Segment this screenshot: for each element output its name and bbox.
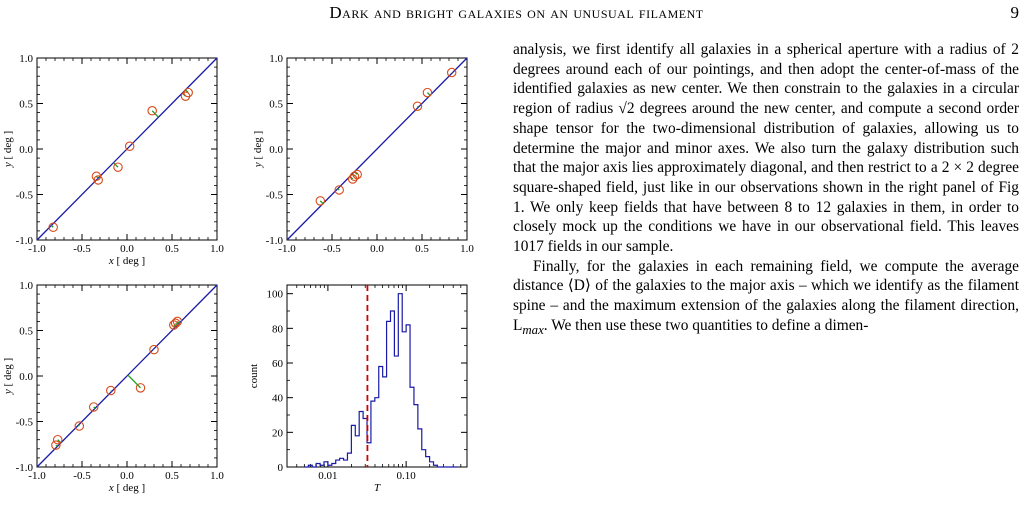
x-axis-label: x [ deg ] xyxy=(108,255,146,267)
y-tick-label: -0.5 xyxy=(15,416,33,429)
body-text xyxy=(513,40,1019,341)
x-tick-label: -1.0 xyxy=(28,243,46,255)
offset-segment xyxy=(56,445,57,446)
y-tick-label: 0 xyxy=(277,462,283,474)
y-tick-label: -1.0 xyxy=(15,235,33,247)
offset-segment xyxy=(320,201,323,204)
running-title: Dark and bright galaxies on an unusual filament xyxy=(329,3,704,22)
filament-spine-line xyxy=(287,58,467,240)
offset-segment xyxy=(128,375,141,388)
x-tick-label: 1.0 xyxy=(460,243,474,255)
figure-panels xyxy=(0,40,474,494)
x-tick-label: 0.0 xyxy=(370,243,384,255)
offset-segment xyxy=(111,391,112,392)
y-tick-label: 80 xyxy=(272,323,283,336)
y-axis-label: y [ deg ] xyxy=(2,130,14,168)
x-tick-label: -0.5 xyxy=(323,243,341,255)
y-axis-label: y [ deg ] xyxy=(252,130,264,168)
galaxy-marker xyxy=(423,88,431,96)
offset-segment xyxy=(418,106,419,107)
x-tick-label: 0.01 xyxy=(318,470,338,482)
paragraph-1: analysis, we first identify all galaxies in a spherical aperture with a radius of 2 degrees around each of our pointings, and then adopt the center-of-mass of the identified galaxies as new center. We then constrain to the galaxies in a circular region of radius √2 degrees around the new center, and compute a second order shape tensor for the two-dimensional distribution of galaxies, allowing us to determine the major and minor axes. We also turn the galaxy distribution such that the major axis lies approximately diagonal, and then restrict to a 2 × 2 degree square-shaped field, just like in our observations shown in the right panel of Fig 1. We only keep fields that have between 8 to 12 galaxies in them, in order to closely mock up the conditions we have in our observational field. This leaves 1017 fields in our sample. xyxy=(513,41,1019,256)
figure-svg xyxy=(0,40,474,494)
paragraph-2 xyxy=(513,257,1019,341)
page-header xyxy=(0,0,1033,24)
y-tick-label: -1.0 xyxy=(15,462,33,474)
x-axis-label: T xyxy=(373,482,381,494)
y-tick-label: 20 xyxy=(272,427,283,440)
filament-spine-line xyxy=(37,285,217,467)
paragraph-2-main: Finally, for the galaxies in each remaining field, we compute the average distance ⟨D⟩ of the galaxies to the major axis – which we identify as the filament spine – and the maximum extension of the galaxies along the filament direction, L xyxy=(513,257,1019,334)
y-tick-label: 0.0 xyxy=(19,144,33,156)
offset-segment xyxy=(51,225,53,227)
y-tick-label: 0.5 xyxy=(19,98,33,111)
x-tick-label: 1.0 xyxy=(210,470,224,482)
y-tick-label: -0.5 xyxy=(265,189,283,202)
histogram-frame xyxy=(287,285,467,467)
histogram-series xyxy=(304,294,457,467)
x-tick-label: 0.5 xyxy=(165,470,179,482)
y-tick-label: 40 xyxy=(272,392,283,405)
offset-segment xyxy=(427,93,430,96)
offset-segment xyxy=(78,425,79,426)
x-tick-label: 0.0 xyxy=(120,470,134,482)
y-axis-label: count xyxy=(248,363,260,389)
offset-segment xyxy=(94,407,95,408)
offset-segment xyxy=(338,189,339,190)
y-axis-label: y [ deg ] xyxy=(2,357,14,395)
x-tick-label: -0.5 xyxy=(73,470,91,482)
y-tick-label: 100 xyxy=(266,288,283,301)
y-tick-label: -0.5 xyxy=(15,189,33,202)
y-tick-label: 0.0 xyxy=(269,144,283,156)
galaxy-marker xyxy=(413,102,421,110)
x-tick-label: -0.5 xyxy=(73,243,91,255)
x-tick-label: -1.0 xyxy=(28,470,46,482)
paragraph-2-tail: . We then use these two quantities to define a dimen- xyxy=(543,316,869,334)
y-tick-label: 0.5 xyxy=(19,325,33,338)
y-tick-label: 0.0 xyxy=(19,371,33,383)
x-tick-label: 0.5 xyxy=(415,243,429,255)
x-tick-label: 0.0 xyxy=(120,243,134,255)
y-tick-label: 1.0 xyxy=(19,53,33,65)
x-tick-label: 1.0 xyxy=(210,243,224,255)
y-tick-label: 0.5 xyxy=(269,98,283,111)
x-tick-label: 0.5 xyxy=(165,243,179,255)
y-tick-label: 60 xyxy=(272,358,283,370)
y-tick-label: 1.0 xyxy=(269,53,283,65)
x-axis-label: x [ deg ] xyxy=(108,482,146,494)
page-number: 9 xyxy=(1010,3,1019,22)
x-tick-label: -1.0 xyxy=(278,243,296,255)
x-tick-label: 0.10 xyxy=(396,470,416,482)
y-tick-label: 1.0 xyxy=(19,280,33,292)
lmax-subscript: max xyxy=(522,322,544,337)
y-tick-label: -1.0 xyxy=(265,235,283,247)
